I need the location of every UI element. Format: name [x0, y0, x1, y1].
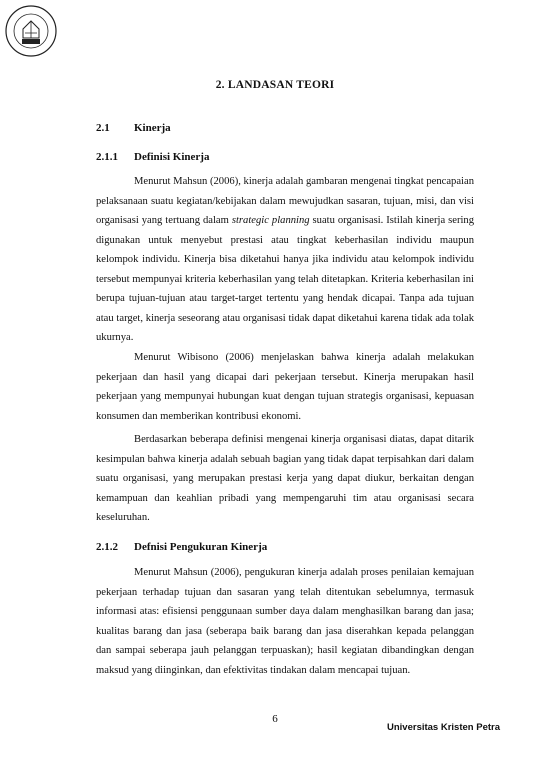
- section-heading-2-1-2: [96, 541, 267, 553]
- footer-university: Universitas Kristen Petra: [387, 722, 500, 733]
- page-number: 6: [272, 713, 278, 725]
- section-heading-2-1-1: [96, 151, 209, 163]
- term-strategic-planning: strategic planning: [231, 215, 310, 226]
- section-label: Kinerja: [134, 122, 171, 134]
- section-heading-2-1: [96, 122, 171, 134]
- paragraph-3: Berdasarkan beberapa definisi mengenai kinerja organisasi diatas, dapat ditarik kesimpulan bahwa kinerja adalah sebuah bagian yang tidak dapat terpisahkan dari dalam suatu organisasi, yang merupakan prestasi kerja yang dapat diukur, berkaitan dengan kemampuan dan keahlian pribadi yang mempengaruhi tim atau organisasi secara keseluruhan.: [96, 434, 474, 523]
- section-label: Definisi Kinerja: [134, 151, 210, 163]
- section-label: Defnisi Pengukuran Kinerja: [134, 541, 268, 553]
- paragraph-2: Menurut Wibisono (2006) menjelaskan bahwa kinerja adalah melakukan pekerjaan dan hasil yang dicapai dari pekerjaan tersebut. Kinerja merupakan hasil pekerjaan yang mempunyai hubungan kuat dengan tujuan strategis organisasi, kepuasan konsumen dan memberikan kontribusi ekonomi.: [96, 352, 474, 422]
- section-number: 2.1.2: [96, 541, 118, 553]
- university-logo: [4, 4, 58, 58]
- paragraph-1: Menurut Mahsun (2006), kinerja adalah gambaran mengenai tingkat pencapaian pelaksanaan suatu kegiatan/kebijakan dalam mewujudkan sasaran, tujuan, misi, dan visi organisasi yang tertuang dalam strategic planning suatu organisasi. Istilah kinerja sering digunakan untuk menyebut prestasi atau tingkat keberhasilan individu maupun kelompok individu. Kinerja bisa diketahui hanya jika individu atau kelompok individu tersebut mempunyai kriteria keberhasilan yang telah ditetapkan. Kriteria keberhasilan ini berupa tujuan-tujuan atau target-target tertentu yang hendak dicapai. Tanpa ada tujuan atau target, kinerja seseorang atau organisasi tidak dapat diketahui karena tidak ada tolak ukurnya.: [96, 176, 475, 343]
- paragraph-4: Menurut Mahsun (2006), pengukuran kinerja adalah proses penilaian kemajuan pekerjaan terhadap tujuan dan sasaran yang telah ditentukan sebelumnya, termasuk informasi atas: efisiensi penggunaan sumber daya dalam menghasilkan barang dan jasa; kualitas barang dan jasa (seberapa baik barang dan jasa diserahkan kepada pelanggan dan sampai seberapa jauh pelanggan terpuaskan); hasil kegiatan dibandingkan dengan maksud yang diinginkan, dan efektivitas tindakan dalam mencapai tujuan.: [96, 567, 474, 676]
- section-number: 2.1.1: [96, 151, 118, 163]
- page-title: 2. LANDASAN TEORI: [215, 79, 335, 91]
- section-number: 2.1: [96, 122, 110, 134]
